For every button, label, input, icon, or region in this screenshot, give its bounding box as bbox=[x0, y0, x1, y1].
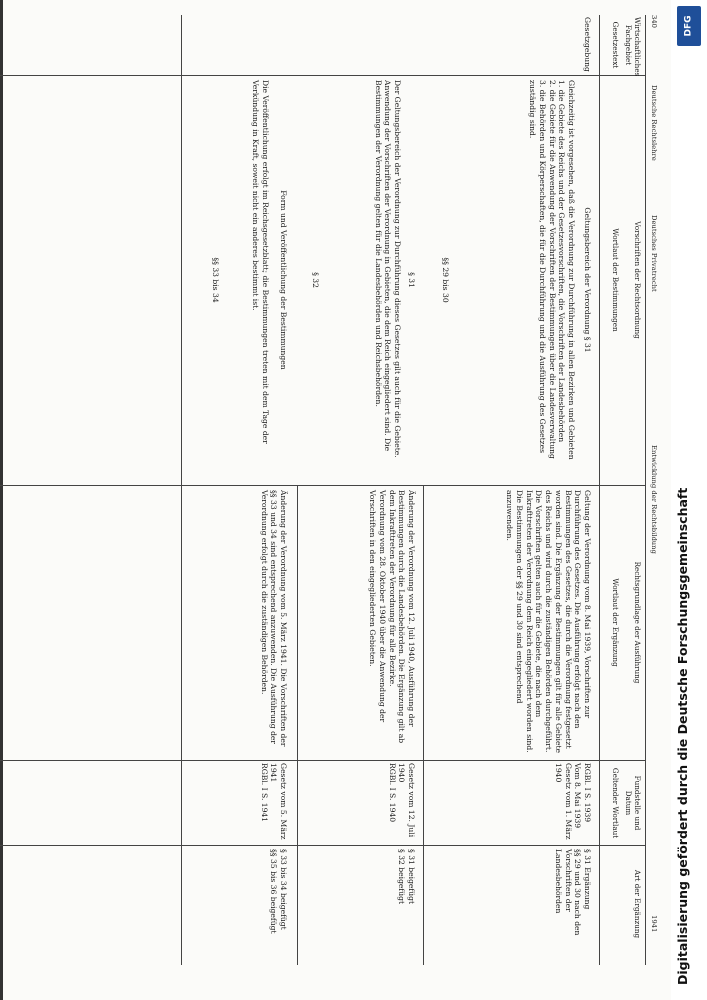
page-year-mark: 1941 bbox=[650, 915, 658, 933]
running-head-center: Deutsches Privatrecht bbox=[650, 215, 658, 292]
col4-subheader: Geltender Wortlaut bbox=[611, 767, 620, 839]
row1-heading: Geltungsbereich der Verordnung § 31 bbox=[583, 207, 592, 353]
running-head-right: Entwicklung der Rechtsbildung bbox=[650, 445, 658, 554]
rotated-table-page bbox=[0, 15, 660, 965]
header-top-rule bbox=[645, 15, 646, 965]
row-divider-1 bbox=[423, 485, 424, 965]
row2-fundstelle: Gesetz vom 12. Juli 1940 RGBl. I S. 1940 bbox=[387, 763, 416, 838]
row1-ergaenzung: Geltung der Verordnung vom 8. Mai 1939, Vorschriften zur Durchführung des Gesetzes. Die Ausführung erfolgt nach den Bestimmungen des Gesetzes, die durch die Verordnung festgesetzt worden sind. Die Ergänzung der Bestimmungen gilt für alle Gebiete des Reichs und wird durch die zuständigen Behörden durchgeführt. Die Vorschriften gelten auch für die Gebiete, die nach dem Inkrafttreten der Verordnung dem Reich eingegliedert worden sind. Die Bestimmungen der §§ 29 und 30 sind entsprechend anzuwenden. bbox=[505, 490, 592, 754]
row1-art: § 31 Ergänzung §§ 29 und 30 nach den Vorschriften der Landesbehörden bbox=[553, 849, 592, 936]
row3-ergaenzung: Änderung der Verordnung vom 5. März 1941. Die Vorschriften der §§ 33 und 34 sind entsprechend anzuwenden. Die Ausführung der Verordnung erfolgt durch die zuständigen Behörden. bbox=[259, 490, 288, 747]
header-bottom-rule bbox=[599, 15, 600, 965]
section-label: Gesetzgebung bbox=[583, 17, 592, 72]
col4-header: Fundstelle und Datum bbox=[623, 775, 642, 831]
col-divider-1 bbox=[0, 75, 646, 76]
dfg-side-strip bbox=[671, 0, 707, 1000]
table-bottom-rule bbox=[181, 15, 182, 965]
col1-subheader: Gesetzestext bbox=[611, 21, 620, 69]
col3-header: Rechtsgrundlage der Ausführung bbox=[633, 561, 642, 684]
col-divider-3 bbox=[0, 760, 646, 761]
row2-art: § 31 beigefügt § 32 beigefügt bbox=[397, 849, 416, 905]
row1-text: Gleichzeitig ist vorgesehen, daß die Verordnung zur Durchführung in allen Bezirken und Gebieten 1. die Gebiete des Reichs und der Gesetzesvorschriften, die Vorschriften der Landesbehörden 2. die Gebiete für die Anwendung der Vorschriften der Bestimmungen über die Landesverwaltung 3. die Behörden und Körperschaften, die für die Durchführung und die Ausführung des Gesetzes zuständig sind. bbox=[528, 80, 576, 460]
row2-heading: § 31 bbox=[407, 272, 416, 288]
row3-ref: §§ 33 bis 34 bbox=[211, 257, 220, 303]
col-divider-4 bbox=[0, 845, 646, 846]
col-divider-2 bbox=[0, 485, 646, 486]
row2-text: Der Geltungsbereich der Verordnung zur Durchführung dieses Gesetzes gilt auch für die Gebiete. Anwendung der Vorschriften der Verordnung in Gebieten, die dem Reich eingegliedert sind. Die Bestimmungen der Verordnung gelten für die Landesbehörden und Reichsbehörden. bbox=[373, 80, 402, 458]
col3-subheader: Wortlaut der Ergänzung bbox=[611, 578, 620, 667]
row2-ref: § 32 bbox=[311, 272, 320, 288]
col1-header: Wirtschaftliches Fachgebiet bbox=[623, 17, 642, 77]
dfg-logo: DFG bbox=[677, 6, 701, 46]
col2-subheader: Wortlaut der Bestimmungen bbox=[611, 228, 620, 332]
page-number: 340 bbox=[650, 15, 658, 28]
running-head-left: Deutsche Rechtslehre bbox=[650, 85, 658, 161]
row3-fundstelle: Gesetz vom 5. März 1941 RGBl. I S. 1941 bbox=[259, 763, 288, 840]
row-divider-2 bbox=[297, 485, 298, 965]
row3-text: Die Veröffentlichung erfolgt im Reichsgesetzblatt; die Bestimmungen treten mit dem Tage der Verkündung in Kraft, soweit nicht ein anderes bestimmt ist. bbox=[251, 80, 270, 444]
row1-ref: §§ 29 bis 30 bbox=[441, 257, 450, 303]
row1-fundstelle: RGBl. I S. 1939 Vom 8. Mai 1939 Gesetz vom 1. März 1940 bbox=[553, 763, 592, 840]
dfg-funding-notice: Digitalisierung gefördert durch die Deutsche Forschungsgemeinschaft bbox=[675, 487, 690, 985]
row3-heading: Form und Veröffentlichung der Bestimmungen bbox=[279, 190, 288, 370]
row3-art: § 33 bis 34 beigefügt §§ 35 bis 36 beigefügt bbox=[269, 849, 288, 934]
col5-header: Art der Ergänzung bbox=[633, 869, 642, 939]
row2-ergaenzung: Änderung der Verordnung vom 12. Juli 1940, Ausführung der Bestimmungen durch die Landesbehörden. Die Ergänzung gilt ab dem Inkrafttreten der Verordnung für alle Bezirke. Verordnung vom 28. Oktober 1940 über die Anwendung der Vorschriften in den eingegliederten Gebieten. bbox=[368, 490, 416, 744]
col2-header: Vorschriften der Rechtsordnung bbox=[633, 221, 642, 339]
